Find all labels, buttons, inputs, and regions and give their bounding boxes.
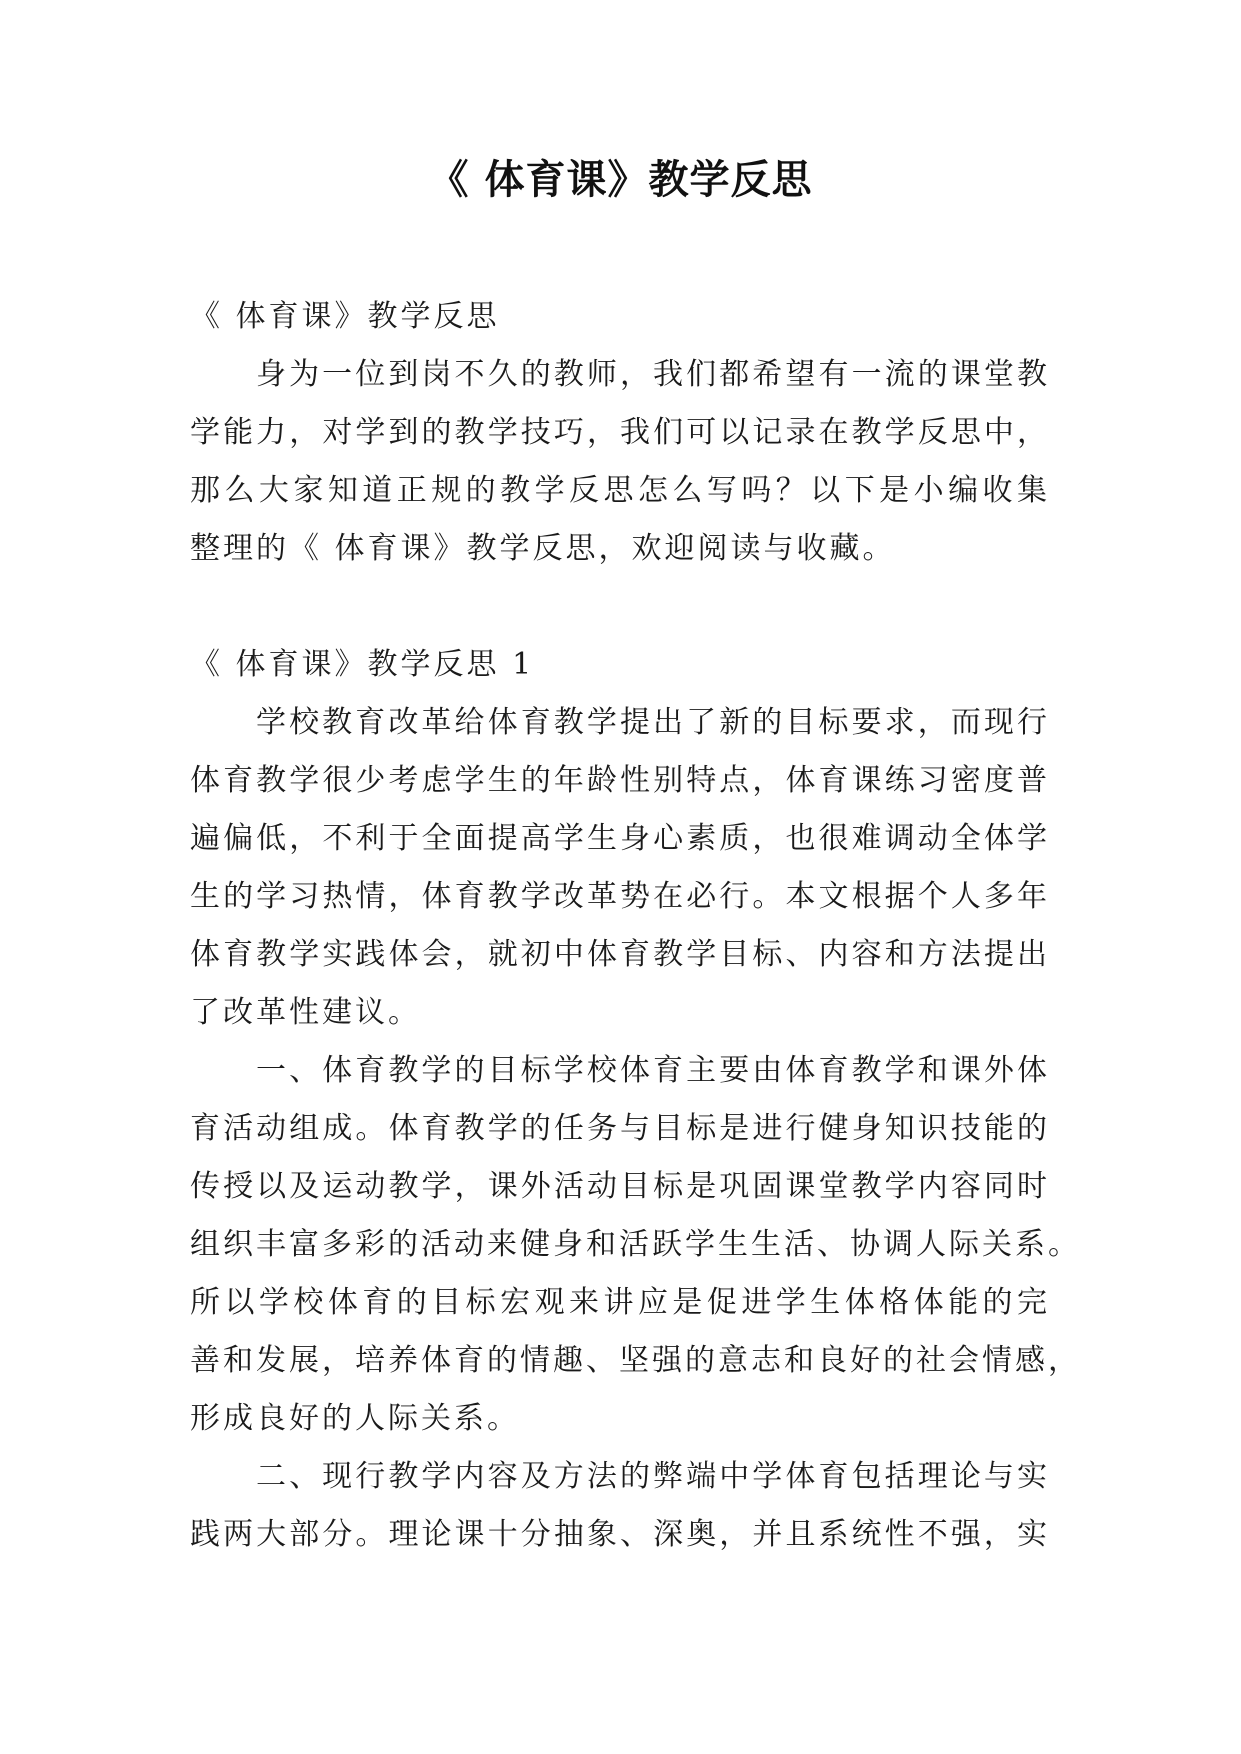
paragraph-line: 生的学习热情，体育教学改革势在必行。本文根据个人多年 xyxy=(190,879,1050,914)
paragraph-line: 传授以及运动教学，课外活动目标是巩固课堂教学内容同时 xyxy=(190,1169,1050,1204)
intro-paragraph xyxy=(190,346,1050,578)
paragraph-spacer xyxy=(190,578,1050,636)
paragraph-line: 遍偏低，不利于全面提高学生身心素质，也很难调动全体学 xyxy=(190,821,1050,856)
paragraph-line: 学校教育改革给体育教学提出了新的目标要求，而现行 xyxy=(256,705,1050,740)
intro-line: 学能力，对学到的教学技巧，我们可以记录在教学反思中， xyxy=(190,415,1050,450)
document-body xyxy=(190,288,1081,1564)
section-heading: 《 体育课》教学反思 1 xyxy=(190,647,535,682)
paragraph-line: 组织丰富多彩的活动来健身和活跃学生生活、协调人际关系。 xyxy=(190,1227,1081,1262)
paragraph-line: 形成良好的人际关系。 xyxy=(190,1401,520,1436)
paragraph-line: 体育教学很少考虑学生的年龄性别特点，体育课练习密度普 xyxy=(190,763,1050,798)
body-paragraph-1 xyxy=(190,694,1050,1042)
paragraph-line: 一、体育教学的目标学校体育主要由体育教学和课外体 xyxy=(256,1053,1050,1088)
paragraph-line: 践两大部分。理论课十分抽象、深奥，并且系统性不强，实 xyxy=(190,1517,1050,1552)
paragraph-line: 育活动组成。体育教学的任务与目标是进行健身知识技能的 xyxy=(190,1111,1050,1146)
intro-line: 整理的《 体育课》教学反思，欢迎阅读与收藏。 xyxy=(190,531,896,566)
paragraph-line: 善和发展，培养体育的情趣、坚强的意志和良好的社会情感， xyxy=(190,1343,1081,1378)
document-title: 《 体育课》教学反思 xyxy=(428,157,813,203)
paragraph-line: 二、现行教学内容及方法的弊端中学体育包括理论与实 xyxy=(256,1459,1050,1494)
document-subtitle: 《 体育课》教学反思 xyxy=(190,299,500,334)
intro-line: 身为一位到岗不久的教师，我们都希望有一流的课堂教 xyxy=(256,357,1050,392)
paragraph-line: 体育教学实践体会，就初中体育教学目标、内容和方法提出 xyxy=(190,937,1050,972)
body-paragraph-2 xyxy=(190,1042,1081,1448)
body-paragraph-3 xyxy=(190,1448,1050,1564)
paragraph-line: 了改革性建议。 xyxy=(190,995,421,1030)
paragraph-line: 所以学校体育的目标宏观来讲应是促进学生体格体能的完 xyxy=(190,1285,1050,1320)
intro-line: 那么大家知道正规的教学反思怎么写吗？以下是小编收集 xyxy=(190,473,1050,508)
